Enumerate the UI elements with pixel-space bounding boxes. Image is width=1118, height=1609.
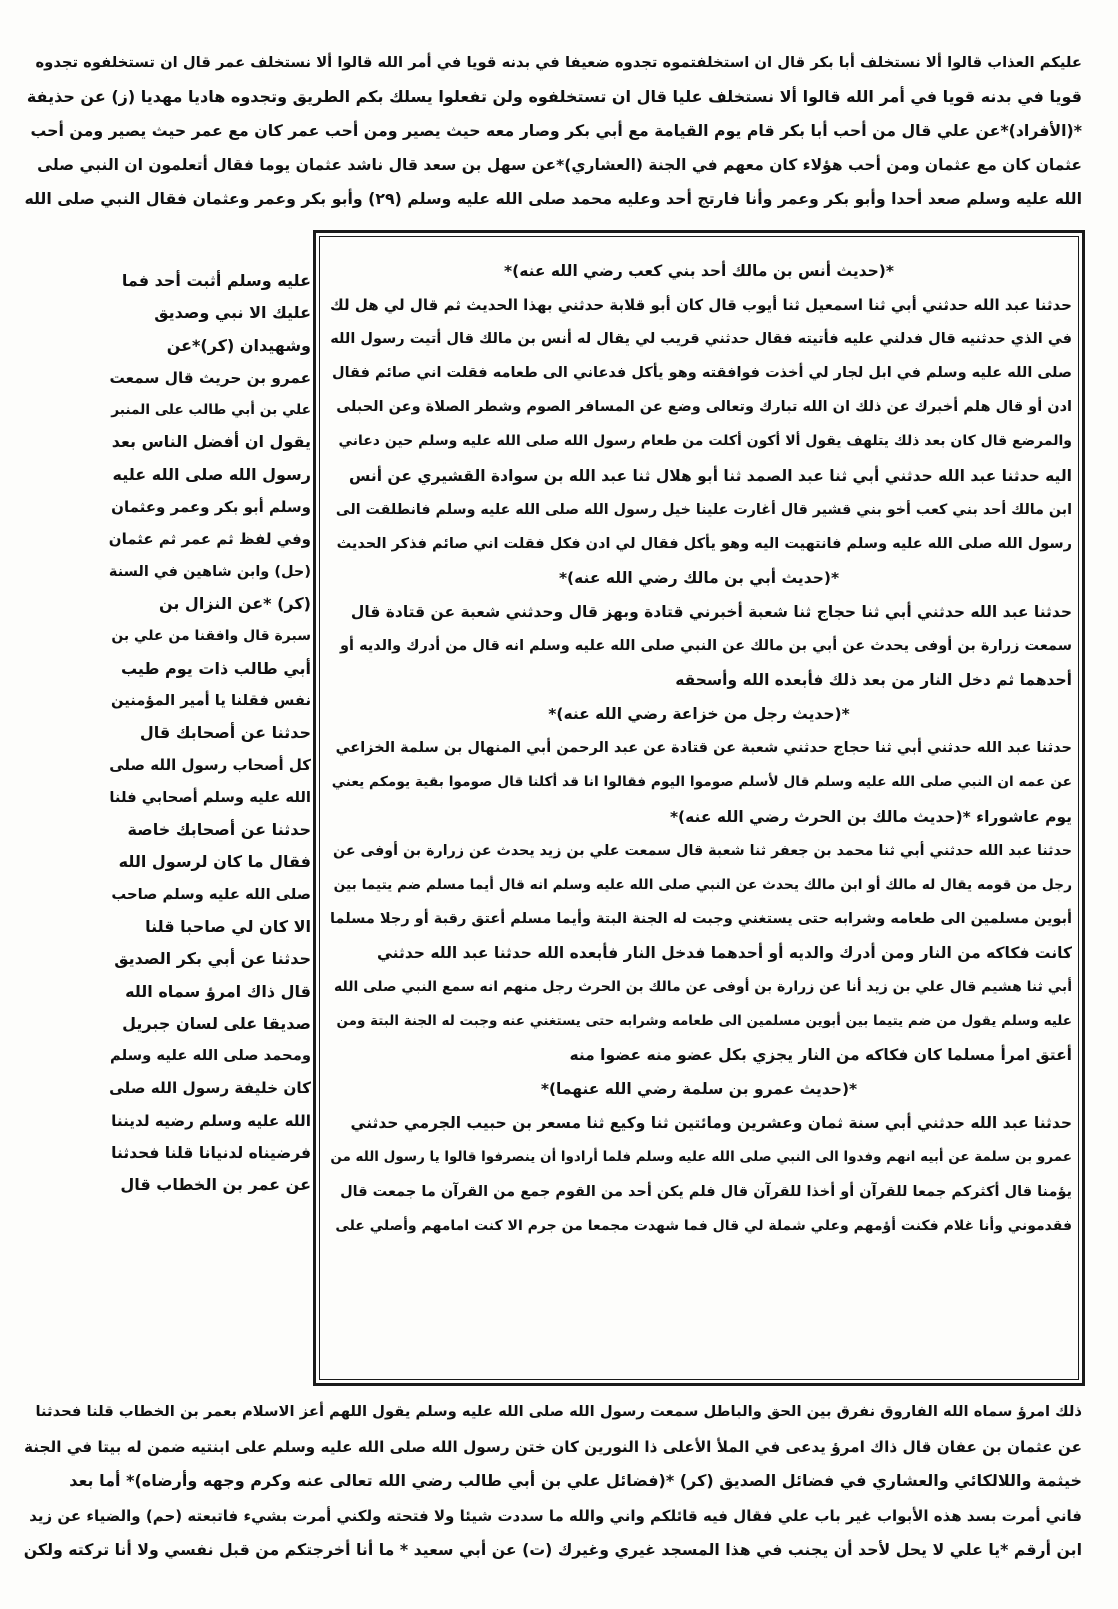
main-text-line: يؤمنا قال أكثركم جمعا للقرآن أو أخذا للقرآن قال فلم يكن أحد من القوم جمع من القرآن ما جمعت قال — [340, 1183, 1072, 1200]
top-commentary-block — [20, 46, 1082, 216]
margin-text-line: سبرة قال وافقنا من علي بن — [111, 628, 311, 645]
margin-commentary-column — [106, 265, 311, 1202]
main-text-line: كانت فكاكه من النار ومن أدرك والديه أو أحدهما فدخل النار فأبعده الله حدثنا عبد الله حدثني — [377, 943, 1072, 962]
top-text-line: عليكم العذاب قالوا ألا نستخلف أبا بكر قال ان استخلفتموه تجدوه ضعيفا في بدنه قويا في أمر الله قالوا ألا نستخلف عمر قال ان تستخلفوه تجدوه — [35, 54, 1082, 71]
margin-text-line: فقال ما كان لرسول الله — [118, 852, 311, 872]
margin-text-line: علي بن أبي طالب على المنبر — [111, 402, 311, 419]
main-text-line: أحدهما ثم دخل النار من بعد ذلك فأبعده الله وأسحقه — [675, 671, 1072, 690]
section-heading: *(حديث أبي بن مالك رضي الله عنه)* — [558, 568, 840, 587]
margin-text-line: حدثنا عن أبي بكر الصديق — [114, 949, 311, 969]
margin-text-line: يقول ان أفضل الناس بعد — [111, 432, 311, 452]
main-text-line: اليه حدثنا عبد الله حدثني أبي ثنا عبد الصمد ثنا أبو هلال ثنا عبد الله بن سوادة القشيري عن أنس — [348, 466, 1072, 485]
bottom-text-line: ذلك امرؤ سماه الله الفاروق نفرق بين الحق والباطل سمعت رسول الله صلى الله عليه وسلم يقول اللهم أعز الاسلام بعمر بن الخطاب قلنا فحدثنا — [35, 1403, 1082, 1420]
margin-text-line: (حل) وابن شاهين في السنة — [108, 563, 311, 580]
margin-text-line: نفس فقلنا يا أمير المؤمنين — [110, 691, 311, 709]
bottom-commentary-block — [20, 1395, 1082, 1568]
section-heading: *(حديث عمرو بن سلمة رضي الله عنهما)* — [540, 1080, 858, 1099]
margin-text-line: (كر) *عن النزال بن — [158, 593, 311, 613]
margin-text-line: وشهيدان (كر)*عن — [166, 335, 311, 355]
main-text-line: حدثنا عبد الله حدثني أبي سنة ثمان وعشرين ومائتين ثنا وكيع ثنا مسعر بن حبيب الجرمي حدثني — [350, 1114, 1072, 1133]
main-text-line: ابن مالك أحد بني كعب أخو بني قشير قال أغارت علينا خيل رسول الله صلى الله عليه وسلم فانطلقت الى — [335, 501, 1072, 518]
margin-text-line: ومحمد صلى الله عليه وسلم — [110, 1047, 311, 1065]
margin-text-line: وسلم أبو بكر وعمر وعثمان — [111, 498, 311, 517]
main-text-line: أعتق امرأ مسلما كان فكاكه من النار يجزي بكل عضو منه عضوا منه — [569, 1046, 1072, 1065]
main-text-line: عن عمه ان النبي صلى الله عليه وسلم قال لأسلم صوموا اليوم فقالوا انا قد أكلنا قال صوموا بقية يومكم يعني — [331, 774, 1072, 791]
main-text-line: رجل من قومه يقال له مالك أو ابن مالك يحدث عن النبي صلى الله عليه وسلم انه قال أيما مسلم ضم يتيما بين — [333, 876, 1072, 893]
margin-text-line: حدثنا عن أصحابك قال — [139, 723, 311, 743]
margin-text-line: الا كان لي صاحبا قلنا — [145, 916, 311, 936]
main-text-line: حدثنا عبد الله حدثني أبي ثنا محمد بن جعفر ثنا شعبة قال سمعت علي بن زيد يحدث عن زرارة بن أوفى عن — [333, 842, 1072, 859]
top-text-line: الله عليه وسلم صعد أحدا وأبو بكر وعمر وأنا فارتج أحد وعليه محمد صلى الله عليه وسلم (٢٩) وأبو بكر وعمر وعثمان فقال النبي صلى الله — [24, 189, 1082, 208]
main-text-line: صلى الله عليه وسلم في ابل لجار لي أخذت فوافقته وهو يأكل فدعاني الى طعامه فقلت اني صائم فقال — [332, 365, 1072, 382]
margin-text-line: صلى الله عليه وسلم صاحب — [111, 885, 311, 903]
margin-text-line: وفي لفظ ثم عمر ثم عثمان — [108, 530, 311, 549]
bottom-text-line: ابن أرقم *يا علي لا يحل لأحد أن يجنب في هذا المسجد غيري وغيرك (ت) عن أبي سعيد * ما أنا أخرجتكم من قبل نفسي ولا أنا تركته ولكن — [23, 1540, 1082, 1559]
margin-text-line: قال ذاك امرؤ سماه الله — [125, 981, 311, 1001]
main-text-line: رسول الله صلى الله عليه وسلم فانتهيت اليه وهو يأكل فقال لي ادن فكل فقلت اني صائم فذكر الحديث — [336, 535, 1072, 552]
margin-text-line: عن عمر بن الخطاب قال — [120, 1175, 311, 1195]
top-text-line: قويا في بدنه قويا في أمر الله قالوا ألا نستخلف عليا قال ان تستخلفوه ولن تفعلوا يسلك بكم الطريق وتجدوه هاديا مهديا (ز) عن حذيفة — [26, 87, 1082, 106]
margin-text-line: رسول الله صلى الله عليه — [112, 464, 311, 484]
main-text-line: والمرضع قال كان بعد ذلك يتلهف يقول ألا أكون أكلت من طعام رسول الله صلى الله عليه وسلم حين دعاني — [338, 433, 1072, 450]
main-text-line: عمرو بن سلمة عن أبيه انهم وفدوا الى النبي صلى الله عليه وسلم فلما أرادوا أن ينصرفوا قالوا يا رسول الله من — [330, 1149, 1072, 1166]
main-text-line: في الذي حدثنيه قال فدلني عليه فأتيته فقال حدثني قريب لي يقال له أنس بن مالك قال أتيت رسول الله — [330, 331, 1072, 348]
margin-text-line: الله عليه وسلم رضيه لديننا — [111, 1111, 311, 1130]
section-heading: *(حديث رجل من خزاعة رضي الله عنه)* — [548, 705, 850, 724]
bottom-text-line: عن عثمان بن عفان قال ذاك امرؤ يدعى في الملأ الأعلى ذا النورين كان ختن رسول الله صلى الله عليه وسلم على ابنتيه ضمن له بيتا في الجنة — [24, 1437, 1082, 1456]
main-text-line: ادن أو قال هلم أخبرك عن ذلك ان الله تبارك وتعالى وضع عن المسافر الصوم وشطر الصلاة وعن الحبلى — [336, 399, 1072, 416]
margin-text-line: كل أصحاب رسول الله صلى — [109, 756, 311, 775]
margin-text-line: صديقا على لسان جبريل — [122, 1013, 311, 1033]
margin-text-line: أبي طالب ذات يوم طيب — [120, 658, 311, 678]
margin-text-line: فرضيناه لدنيانا قلنا فحدثنا — [111, 1144, 311, 1163]
bottom-text-line: خيثمة واللالكائي والعشاري في فضائل الصديق (كر) *(فضائل علي بن أبي طالب رضي الله تعالى عنه وكرم وجهه وأرضاه)* أما بعد — [69, 1471, 1082, 1490]
bottom-text-line: فاني أمرت بسد هذه الأبواب غير باب علي فقال فيه قائلكم واني والله ما سددت شيئا ولا فتحته ولكني أمرت بشيء فاتبعته (حم) والضياء عن زيد — [29, 1506, 1082, 1525]
top-text-line: *(الأفراد)*عن علي قال من أحب أبا بكر قام يوم القيامة مع أبي بكر وصار معه حيث يصير ومن أحب عمر كان مع عمر حيث يصير ومن أحب — [30, 121, 1082, 140]
margin-text-line: عليك الا نبي وصديق — [154, 303, 311, 323]
main-text-line: عليه وسلم يقول من ضم يتيما بين أبوين مسلمين الى طعامه وشرابه حتى يستغني عنه وجبت له الجنة البتة ومن — [336, 1013, 1072, 1030]
main-text-line: حدثنا عبد الله حدثني أبي ثنا حجاج ثنا شعبة أخبرني قتادة وبهز قال وحدثني شعبة عن قتادة قال — [350, 602, 1072, 621]
margin-text-line: الله عليه وسلم أصحابي فلنا — [109, 788, 311, 806]
margin-text-line: كان خليفة رسول الله صلى — [109, 1079, 311, 1098]
margin-text-line: عمرو بن حريث قال سمعت — [109, 368, 311, 387]
section-heading: *(حديث أنس بن مالك أحد بني كعب رضي الله عنه)* — [504, 262, 894, 280]
main-text-line: يوم عاشوراء *(حديث مالك بن الحرث رضي الله عنه)* — [669, 807, 1072, 826]
main-text-line: حدثنا عبد الله حدثني أبي ثنا حجاج حدثني شعبة عن قتادة عن عبد الرحمن أبي المنهال بن سلمة الخزاعي — [335, 740, 1072, 757]
main-text-line: فقدموني وأنا غلام فكنت أؤمهم وعلي شملة لي قال فما شهدت مجمعا من جرم الا كنت امامهم وأصلي على — [335, 1217, 1072, 1234]
margin-text-line: عليه وسلم أثبت أحد فما — [121, 271, 311, 290]
main-hadith-text-block — [326, 254, 1072, 1243]
main-text-line: سمعت زرارة بن أوفى يحدث عن أبي بن مالك عن النبي صلى الله عليه وسلم انه قال من أدرك والديه أو — [340, 638, 1072, 655]
main-text-line: أبي ثنا هشيم قال علي بن زيد أنا عن زرارة بن أوفى عن مالك بن الحرث رجل منهم انه سمع النبي صلى الله — [334, 978, 1072, 995]
top-text-line: عثمان كان مع عثمان ومن أحب هؤلاء كان معهم في الجنة (العشاري)*عن سهل بن سعد قال ناشد عثمان يوما فقال أتعلمون ان النبي صلى — [37, 156, 1082, 174]
main-text-line: أبوين مسلمين الى طعامه وشرابه حتى يستغني وجبت له الجنة البتة وأيما مسلم أعتق رقبة أو رجلا مسلما — [330, 910, 1072, 927]
main-text-line: حدثنا عبد الله حدثني أبي ثنا اسمعيل ثنا أيوب قال كان أبو قلابة حدثني بهذا الحديث ثم قال لي هل لك — [330, 296, 1072, 315]
margin-text-line: حدثنا عن أصحابك خاصة — [127, 820, 311, 840]
